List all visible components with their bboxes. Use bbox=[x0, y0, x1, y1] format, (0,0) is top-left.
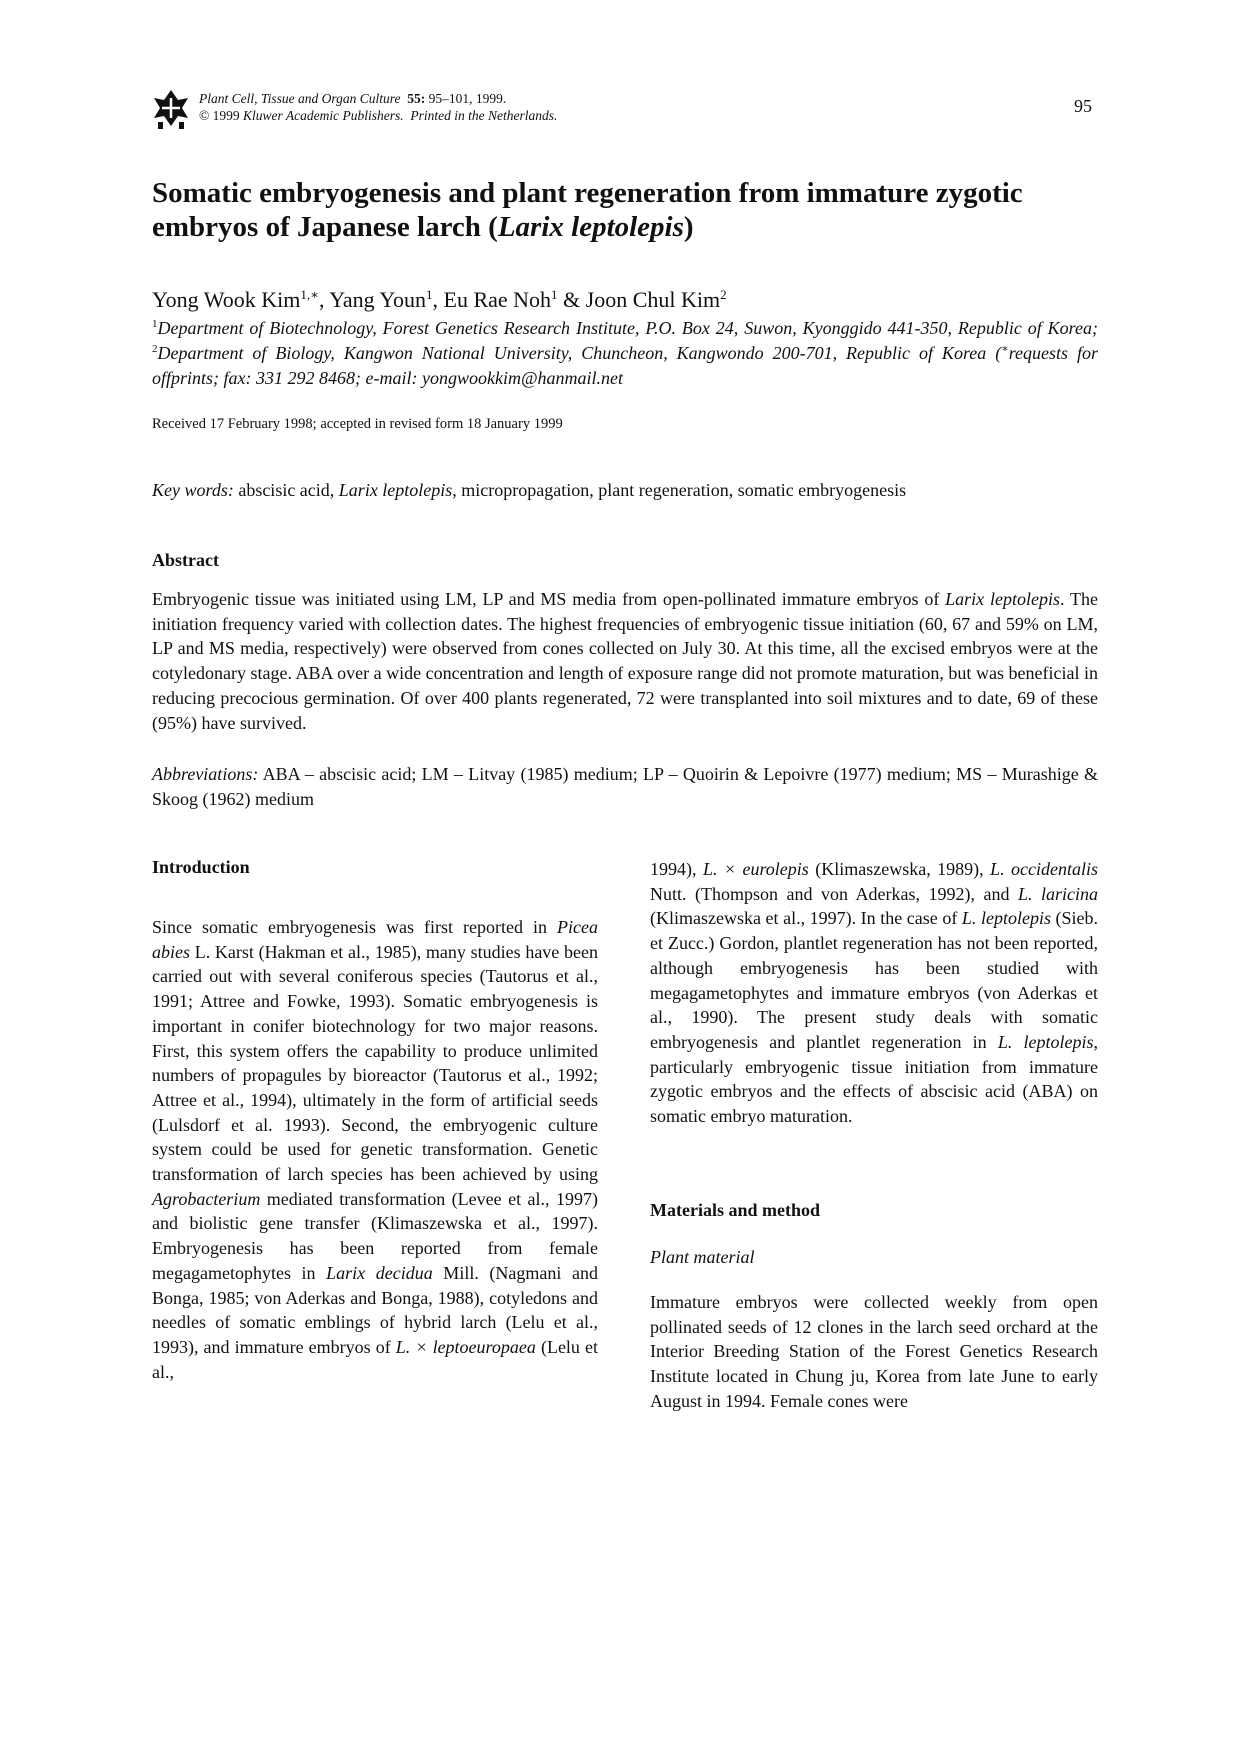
introduction-body-left bbox=[152, 915, 598, 1384]
keywords-species: Larix leptolepis bbox=[338, 480, 453, 500]
intro-text: Mill. (Nagmani and Bonga, 1985; von Aderkas and Bonga, 1988), cotyledons and needles of somatic emblings of hybrid larch (Lelu et al., 1993), and immature embryos of bbox=[152, 1262, 598, 1357]
abbreviations-text: ABA – abscisic acid; LM – Litvay (1985) medium; LP – Quoirin & Lepoivre (1977) medium; MS – Murashige & Skoog (1962) medium bbox=[152, 764, 1098, 809]
journal-volume: 55: bbox=[407, 91, 426, 106]
printed-note: Printed in the Netherlands. bbox=[410, 108, 558, 123]
abbreviations-label: Abbreviations: bbox=[152, 764, 259, 784]
abstract-text: . The initiation frequency varied with collection dates. The highest frequencies of embryogenic tissue initiation (60, 67 and 59% on LM, LP and MS media, respectively) were observed from cones collected on July 30. At this time, all the excised embryos were at the cotyledonary stage. ABA over a wide concentration and length of exposure range did not promote maturation, but was beneficial in reducing precocious germination. Of over 400 plants regenerated, 72 were transplanted into soil mixtures and to date, 69 of these (95%) have survived. bbox=[152, 589, 1098, 733]
author-1: Yong Wook Kim bbox=[152, 287, 301, 312]
abstract-text: Embryogenic tissue was initiated using LM, LP and MS media from open-pollinated immature embryos of bbox=[152, 589, 946, 609]
title-species: Larix leptolepis bbox=[497, 211, 684, 243]
intro-text: (Sieb. et Zucc.) Gordon, plantlet regeneration has not been reported, although embryogenesis has been studied with megagametophytes and immature embryos (von Aderkas et al., 1990). The present study deals with somatic embryogenesis and plantlet regeneration in bbox=[650, 908, 1099, 1052]
copyright-year: 1999 bbox=[212, 108, 240, 123]
page-number: 95 bbox=[1074, 96, 1092, 116]
introduction-body-right bbox=[650, 857, 1098, 1129]
plant-material-subheading: Plant material bbox=[650, 1247, 755, 1267]
author-2: Yang Youn bbox=[329, 287, 427, 312]
affil-marker: 2 bbox=[152, 343, 158, 355]
intro-species: L. leptolepis bbox=[961, 908, 1051, 929]
methods-heading: Materials and method bbox=[650, 1200, 820, 1220]
affil-text: Department of Biotechnology, Forest Genetics Research Institute, P.O. Box 24, Suwon, Kyonggido 441-350, Republic of Korea; bbox=[157, 318, 1098, 338]
page-header bbox=[152, 86, 1092, 132]
author-1-affil: 1,∗ bbox=[300, 287, 319, 302]
author-list bbox=[152, 286, 727, 314]
intro-text: Nutt. (Thompson and von Aderkas, 1992), and bbox=[650, 883, 1018, 904]
intro-species: L. occidentalis bbox=[990, 859, 1098, 879]
received-dates: Received 17 February 1998; accepted in revised form 18 January 1999 bbox=[152, 416, 563, 432]
title-close: ) bbox=[683, 211, 694, 243]
author-2-affil: 1 bbox=[426, 287, 433, 302]
title-text: Somatic embryogenesis and plant regeneration from immature zygotic embryos of Japanese larch ( bbox=[152, 177, 1023, 243]
affiliations bbox=[152, 316, 1098, 391]
journal-citation bbox=[199, 90, 557, 124]
intro-species: L. leptolepis bbox=[997, 1031, 1094, 1052]
publisher-name: Kluwer Academic Publishers. bbox=[243, 108, 404, 123]
affil-marker: 1 bbox=[152, 318, 158, 330]
intro-text: , particularly embryogenic tissue initiation from immature zygotic embryos and the effects of abscisic acid (ABA) on somatic embryo maturation. bbox=[650, 1031, 1098, 1127]
keywords-text: abscisic acid, bbox=[233, 480, 339, 500]
author-4: Joon Chul Kim bbox=[585, 287, 721, 312]
affil-text: Department of Biology, Kangwon National University, Chuncheon, Kangwondo 200-701, Republic of Korea ( bbox=[157, 343, 1002, 363]
keywords-text: , micropropagation, plant regeneration, somatic embryogenesis bbox=[452, 480, 907, 500]
abbreviations bbox=[152, 762, 1098, 811]
introduction-heading: Introduction bbox=[152, 857, 250, 877]
intro-species: L. × leptoeuropaea bbox=[395, 1336, 536, 1357]
affil-marker: ∗ bbox=[1001, 343, 1009, 355]
keywords-label: Key words: bbox=[152, 480, 234, 500]
author-sep: & bbox=[557, 287, 586, 312]
intro-text: 1994), bbox=[650, 859, 703, 879]
article-title bbox=[152, 176, 1092, 244]
keywords bbox=[152, 478, 1098, 502]
intro-species: Larix decidua bbox=[326, 1262, 433, 1283]
author-sep: , bbox=[319, 287, 330, 312]
methods-body: Immature embryos were collected weekly from open pollinated seeds of 12 clones in the larch seed orchard at the Interior Breeding Station of the Forest Genetics Research Institute located in Chung ju, Korea from late June to early August in 1994. Female cones were bbox=[650, 1292, 1098, 1411]
author-sep: , bbox=[432, 287, 444, 312]
intro-text: Since somatic embryogenesis was first reported in bbox=[152, 917, 558, 937]
copyright-symbol: © bbox=[199, 108, 210, 123]
abstract-heading: Abstract bbox=[152, 550, 219, 570]
affil-text: requests for offprints; fax: 331 292 8468; e-mail: yongwookkim@hanmail.net bbox=[152, 343, 1098, 388]
journal-pages: 95–101, 1999. bbox=[428, 91, 507, 106]
author-4-affil: 2 bbox=[720, 287, 727, 302]
intro-species: Agrobacterium bbox=[152, 1188, 261, 1209]
journal-name: Plant Cell, Tissue and Organ Culture bbox=[199, 91, 401, 106]
abstract-species: Larix leptolepis bbox=[945, 589, 1060, 609]
intro-text: mediated transformation (Levee et al., 1997) and biolistic gene transfer (Klimaszewska et al., 1997). Embryogenesis has been reported from female megagametophytes in bbox=[152, 1188, 598, 1283]
intro-species: Picea abies bbox=[152, 917, 598, 962]
author-3-affil: 1 bbox=[551, 287, 558, 302]
intro-text: (Klimaszewska, 1989), bbox=[808, 859, 991, 879]
intro-species: L. laricina bbox=[1017, 883, 1098, 904]
intro-text: (Klimaszewska et al., 1997). In the case of bbox=[650, 908, 962, 929]
intro-text: L. Karst (Hakman et al., 1985), many studies have been carried out with several coniferous species (Tautorus et al., 1991; Attree and Fowke, 1993). Somatic embryogenesis is important in conifer biotechnology for two major reasons. First, this system offers the capability to produce unlimited numbers of propagules by bioreactor (Tautorus et al., 1992; Attree et al., 1994), ultimately in the form of artificial seeds (Lulsdorf et al. 1993). Second, the embryogenic culture system could be used for genetic transformation. Genetic transformation of larch species has been achieved by using bbox=[152, 941, 598, 1185]
intro-text: (Lelu et al., bbox=[152, 1336, 598, 1382]
author-3: Eu Rae Noh bbox=[443, 287, 552, 312]
intro-species: L. × eurolepis bbox=[702, 859, 809, 879]
abstract-body bbox=[152, 587, 1098, 735]
publisher-logo-icon bbox=[152, 86, 190, 130]
